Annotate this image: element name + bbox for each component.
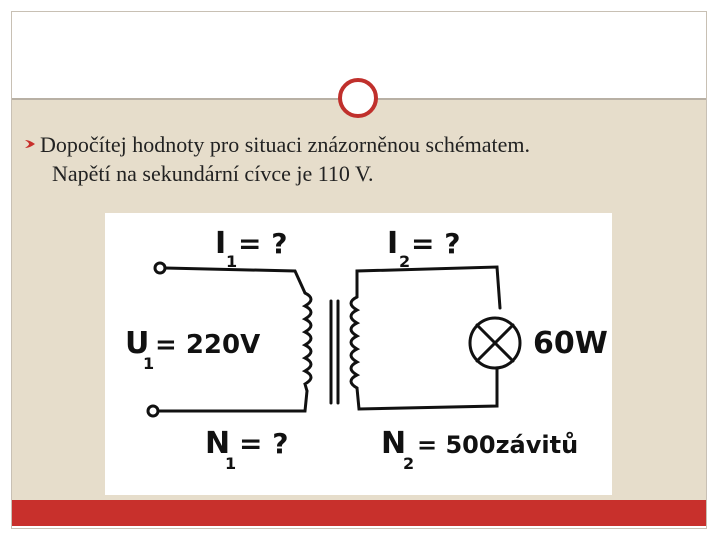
i2-subscript: 2 [399,252,411,271]
n2-value: = 500závitů [417,431,579,459]
n1-symbol: N [205,426,231,461]
transformer-schematic [105,213,612,495]
transformer-diagram [105,213,612,495]
i1-symbol: I [215,226,227,261]
i1-subscript: 1 [226,252,238,271]
n2-symbol: N [381,426,407,461]
i2-value: = ? [411,227,461,260]
n1-subscript: 1 [225,454,237,473]
circle-ornament-icon [338,78,378,118]
n1-value: = ? [239,427,289,460]
primary-coil-icon [305,293,311,391]
secondary-coil-icon [351,297,357,388]
i2-symbol: I [387,226,399,261]
bullet-icon [23,137,37,151]
bullet-paragraph [40,130,680,188]
u1-subscript: 1 [143,354,155,373]
u1-value: = 220V [155,330,261,360]
footer-accent-bar [12,500,706,526]
i1-value: = ? [238,227,288,260]
lamp-power-label: 60W [533,326,608,361]
primary-top-wire [165,268,305,293]
primary-bottom-wire [158,391,307,411]
bullet-text-line2: Napětí na sekundární cívce je 110 V. [52,161,374,186]
secondary-top-wire [357,267,500,308]
bullet-text-line1: Dopočítej hodnoty pro situaci znázorněnou schématem. [40,132,530,157]
n2-subscript: 2 [403,454,415,473]
u1-symbol: U [125,326,150,361]
secondary-bottom-wire [357,368,497,409]
